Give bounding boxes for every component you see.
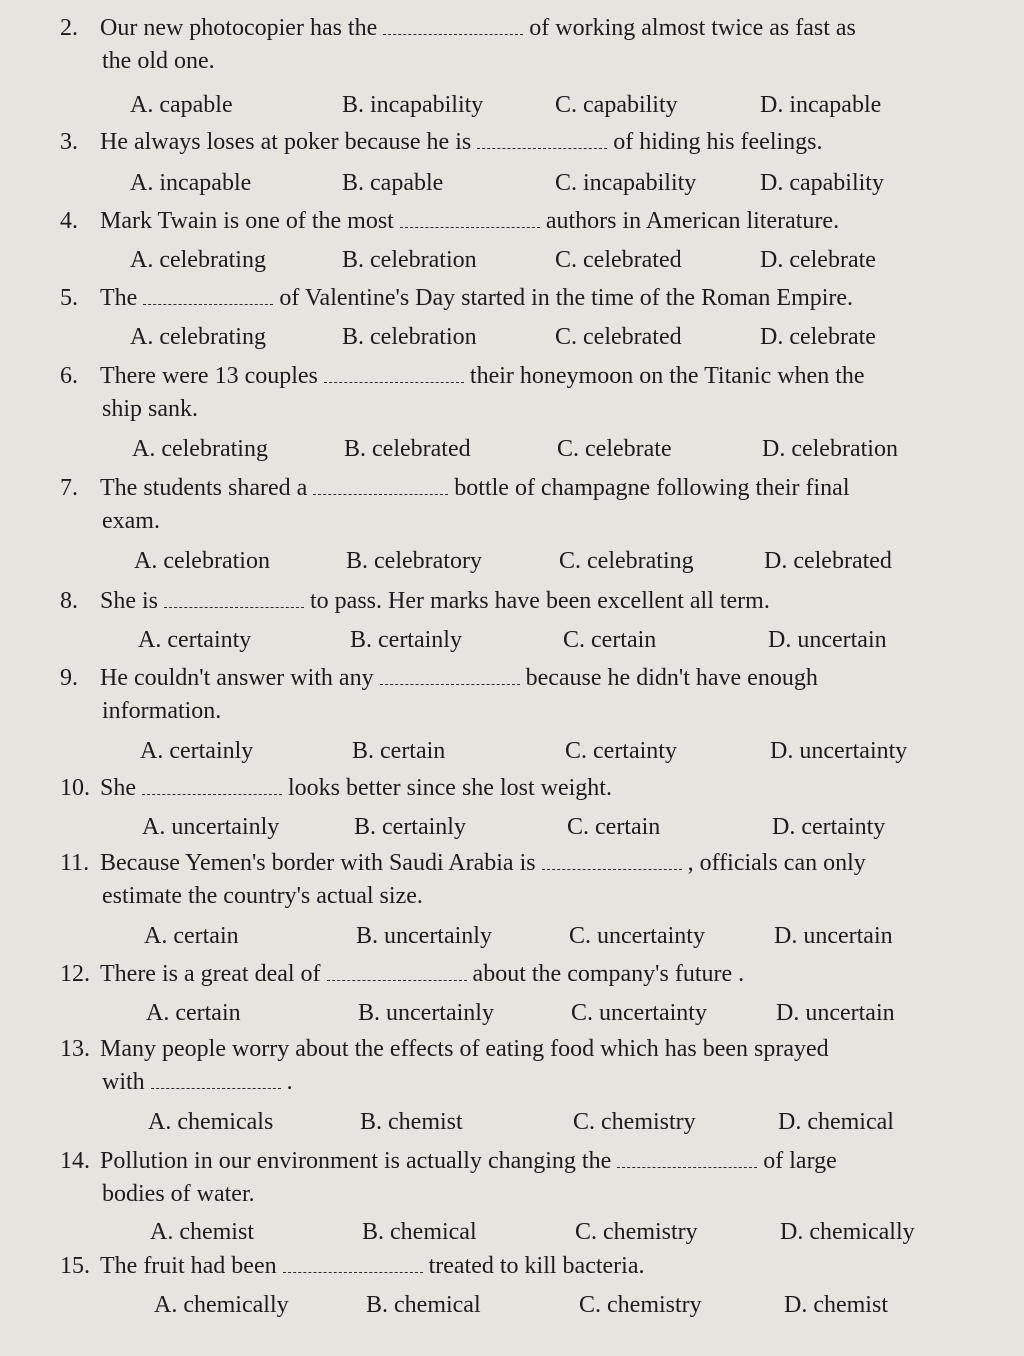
question-number: 8. (60, 588, 78, 614)
question-12 (60, 958, 970, 991)
answer-blank[interactable] (477, 130, 607, 149)
option-c[interactable]: C. celebrated (555, 247, 682, 273)
option-a[interactable]: A. celebrating (130, 324, 266, 350)
continuation-text: estimate the country's actual size. (102, 883, 423, 909)
option-b[interactable]: B. celebration (342, 324, 477, 350)
option-c[interactable]: C. celebrate (557, 436, 672, 462)
question-text-after-blank: because he didn't have enough (525, 665, 818, 691)
answer-options (134, 544, 1014, 578)
option-a[interactable]: A. capable (130, 92, 233, 118)
question-text-after-blank: , officials can only (687, 850, 866, 876)
option-d[interactable]: D. celebrated (764, 548, 892, 574)
question-number: 3. (60, 129, 78, 155)
option-a[interactable]: A. certain (144, 923, 239, 949)
question-number: 14. (60, 1148, 90, 1174)
continuation-text: information. (102, 698, 222, 724)
question-text-after-blank: of hiding his feelings. (613, 129, 823, 155)
question-text-after-blank: treated to kill bacteria. (428, 1253, 645, 1279)
question-text-before-blank: Our new photocopier has the (100, 15, 378, 41)
question-stem (60, 472, 970, 505)
question-5 (60, 282, 970, 315)
question-continuation (60, 695, 970, 728)
option-b[interactable]: B. capable (342, 170, 444, 196)
question-text-before-blank: The fruit had been (100, 1253, 277, 1279)
question-stem (60, 12, 970, 45)
answer-options (138, 623, 1018, 657)
option-a[interactable]: A. celebrating (130, 247, 266, 273)
option-b[interactable]: B. chemical (362, 1219, 477, 1245)
question-14 (60, 1145, 970, 1211)
answer-blank[interactable] (164, 589, 304, 608)
question-text-after-blank: authors in American literature. (545, 208, 840, 234)
option-c[interactable]: C. uncertainty (571, 1000, 707, 1026)
option-b[interactable]: B. celebratory (346, 548, 482, 574)
question-11 (60, 847, 970, 913)
option-d[interactable]: D. chemist (784, 1292, 888, 1318)
option-a[interactable]: A. certainty (138, 627, 252, 653)
question-number: 11. (60, 850, 90, 876)
option-c[interactable]: C. certainty (565, 738, 677, 764)
option-c[interactable]: C. celebrated (555, 324, 682, 350)
answer-blank[interactable] (380, 666, 520, 685)
question-number: 10. (60, 775, 90, 801)
question-text-before-blank: Mark Twain is one of the most (100, 208, 394, 234)
question-10 (60, 772, 970, 805)
option-b[interactable]: B. certainly (354, 814, 466, 840)
question-7 (60, 472, 970, 538)
option-d[interactable]: D. chemical (778, 1109, 894, 1135)
option-b[interactable]: B. celebrated (344, 436, 471, 462)
option-d[interactable]: D. uncertainty (770, 738, 908, 764)
option-c[interactable]: C. uncertainty (569, 923, 705, 949)
question-text-after-blank: bottle of champagne following their final (454, 475, 850, 501)
question-continuation (60, 1066, 970, 1099)
question-text-before-blank: He always loses at poker because he is (100, 129, 472, 155)
question-6 (60, 360, 970, 426)
option-b[interactable]: B. certain (352, 738, 446, 764)
continuation-text: with (102, 1069, 145, 1095)
answer-options (154, 1288, 1024, 1322)
answer-options (148, 1105, 1024, 1139)
answer-blank[interactable] (617, 1149, 757, 1168)
answer-blank[interactable] (143, 286, 273, 305)
question-stem (60, 662, 970, 695)
option-c[interactable]: C. celebrating (559, 548, 694, 574)
question-text-before-blank: She is (100, 588, 159, 614)
answer-blank[interactable] (324, 364, 464, 383)
option-a[interactable]: A. incapable (130, 170, 252, 196)
question-continuation (60, 45, 970, 78)
question-9 (60, 662, 970, 728)
option-d[interactable]: D. uncertain (774, 923, 893, 949)
question-stem (60, 360, 970, 393)
question-text-before-blank: Because Yemen's border with Saudi Arabia is (100, 850, 536, 876)
question-stem (60, 585, 970, 618)
continuation-text: ship sank. (102, 396, 198, 422)
question-text-before-blank: The students shared a (100, 475, 308, 501)
option-c[interactable]: C. capability (555, 92, 678, 118)
question-number: 15. (60, 1253, 90, 1279)
question-continuation (60, 393, 970, 426)
option-b[interactable]: B. chemical (366, 1292, 481, 1318)
answer-blank[interactable] (383, 16, 523, 35)
question-text-after-blank: looks better since she lost weight. (288, 775, 612, 801)
question-text-after-blank: about the company's future . (472, 961, 745, 987)
answer-options (132, 432, 1012, 466)
answer-blank[interactable] (151, 1070, 281, 1089)
option-b[interactable]: B. celebration (342, 247, 477, 273)
question-continuation (60, 505, 970, 538)
question-stem (60, 126, 970, 159)
answer-blank[interactable] (313, 476, 448, 495)
option-c[interactable]: C. chemistry (579, 1292, 702, 1318)
question-text-before-blank: He couldn't answer with any (100, 665, 374, 691)
question-number: 9. (60, 665, 78, 691)
question-number: 2. (60, 15, 78, 41)
continuation-text: exam. (102, 508, 160, 534)
question-text-before-blank: The (100, 285, 138, 311)
question-text-before-blank: There is a great deal of (100, 961, 321, 987)
continuation-text: the old one. (102, 48, 215, 74)
question-text-before-blank: She (100, 775, 136, 801)
question-8 (60, 585, 970, 618)
option-d[interactable]: D. incapable (760, 92, 882, 118)
answer-options (150, 1215, 1024, 1249)
question-number: 13. (60, 1036, 90, 1062)
answer-options (130, 243, 1010, 277)
option-c[interactable]: C. certain (563, 627, 657, 653)
option-d[interactable]: D. uncertain (776, 1000, 895, 1026)
answer-options (130, 320, 1010, 354)
question-2 (60, 12, 970, 78)
question-stem (60, 205, 970, 238)
option-c[interactable]: C. chemistry (575, 1219, 698, 1245)
question-text-after-blank: their honeymoon on the Titanic when the (469, 363, 865, 389)
continuation-text: bodies of water. (102, 1181, 255, 1207)
option-a[interactable]: A. chemicals (148, 1109, 274, 1135)
question-number: 5. (60, 285, 78, 311)
option-c[interactable]: C. incapability (555, 170, 697, 196)
option-d[interactable]: D. capability (760, 170, 884, 196)
question-13 (60, 1033, 970, 1099)
question-number: 12. (60, 961, 90, 987)
option-a[interactable]: A. celebration (134, 548, 270, 574)
answer-options (140, 734, 1020, 768)
option-d[interactable]: D. celebrate (760, 324, 876, 350)
option-a[interactable]: A. celebrating (132, 436, 268, 462)
question-stem (60, 1250, 970, 1283)
option-b[interactable]: B. incapability (342, 92, 484, 118)
option-b[interactable]: B. certainly (350, 627, 462, 653)
option-b[interactable]: B. uncertainly (356, 923, 492, 949)
question-text-after-blank: to pass. Her marks have been excellent all term. (310, 588, 770, 614)
question-stem (60, 1033, 970, 1066)
option-d[interactable]: D. chemically (780, 1219, 915, 1245)
question-stem (60, 772, 970, 805)
answer-options (146, 996, 1024, 1030)
option-d[interactable]: D. celebrate (760, 247, 876, 273)
answer-blank[interactable] (142, 776, 282, 795)
question-stem (60, 847, 970, 880)
answer-blank[interactable] (283, 1254, 423, 1273)
option-a[interactable]: A. certain (146, 1000, 241, 1026)
question-continuation (60, 1178, 970, 1211)
answer-options (144, 919, 1024, 953)
option-a[interactable]: A. certainly (140, 738, 254, 764)
option-a[interactable]: A. uncertainly (142, 814, 280, 840)
answer-blank[interactable] (327, 962, 467, 981)
question-text-after-blank: of large (763, 1148, 837, 1174)
question-text-before-blank: There were 13 couples (100, 363, 318, 389)
answer-options (130, 88, 1010, 122)
question-number: 4. (60, 208, 78, 234)
option-b[interactable]: B. uncertainly (358, 1000, 494, 1026)
question-text-before-blank: Pollution in our environment is actually changing the (100, 1148, 612, 1174)
option-d[interactable]: D. uncertain (768, 627, 887, 653)
answer-options (142, 810, 1022, 844)
question-stem (60, 1145, 970, 1178)
option-b[interactable]: B. chemist (360, 1109, 463, 1135)
question-text-after-blank: of Valentine's Day started in the time of the Roman Empire. (279, 285, 854, 311)
option-a[interactable]: A. chemically (154, 1292, 289, 1318)
question-continuation (60, 880, 970, 913)
answer-blank[interactable] (400, 209, 540, 228)
option-d[interactable]: D. celebration (762, 436, 898, 462)
question-4 (60, 205, 970, 238)
answer-blank[interactable] (542, 851, 682, 870)
question-text-before-blank: Many people worry about the effects of eating food which has been sprayed (100, 1036, 829, 1062)
option-d[interactable]: D. certainty (772, 814, 886, 840)
question-number: 6. (60, 363, 78, 389)
question-number: 7. (60, 475, 78, 501)
question-stem (60, 282, 970, 315)
question-15 (60, 1250, 970, 1283)
question-stem (60, 958, 970, 991)
question-text-after-blank: of working almost twice as fast as (529, 15, 856, 41)
question-3 (60, 126, 970, 159)
continuation-end-text: . (286, 1069, 293, 1095)
option-c[interactable]: C. certain (567, 814, 661, 840)
answer-options (130, 166, 1010, 200)
option-a[interactable]: A. chemist (150, 1219, 254, 1245)
option-c[interactable]: C. chemistry (573, 1109, 696, 1135)
